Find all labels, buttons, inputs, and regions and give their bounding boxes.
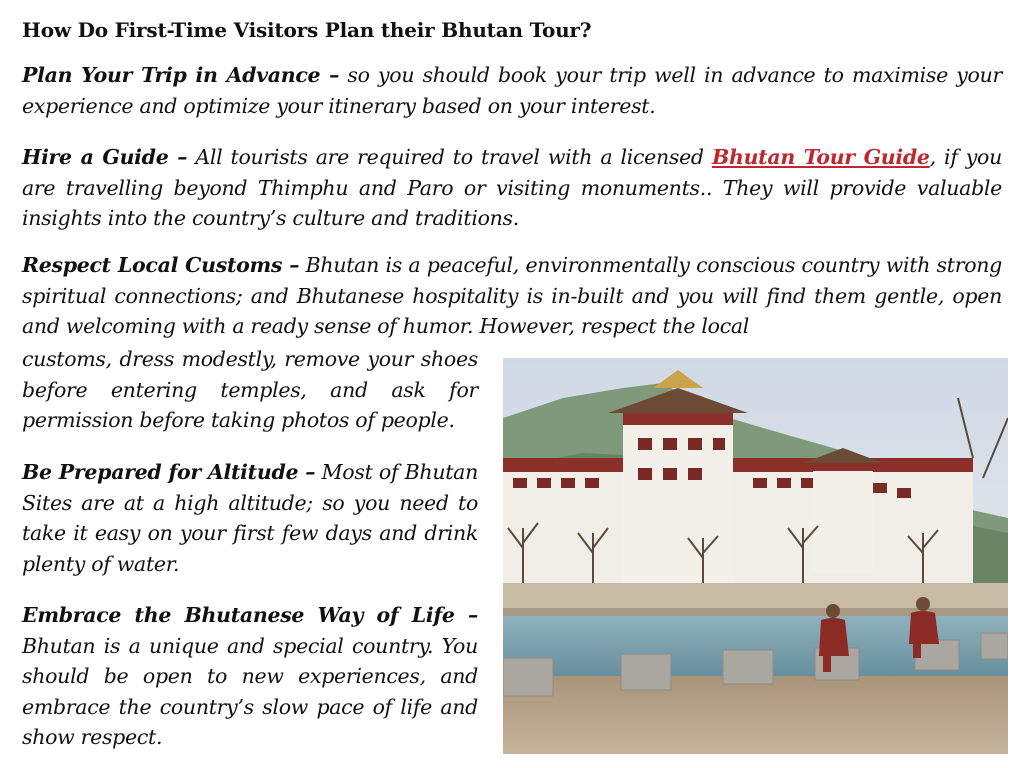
altitude-heading: Be Prepared for Altitude – [22, 460, 316, 484]
altitude-paragraph [22, 457, 478, 579]
guide-text-before: All tourists are required to travel with a licensed [187, 145, 712, 169]
embrace-paragraph [22, 600, 478, 753]
customs-heading: Respect Local Customs – [22, 253, 300, 277]
embrace-heading: Embrace the Bhutanese Way of Life – [22, 603, 478, 627]
bhutan-tour-guide-link[interactable]: Bhutan Tour Guide [711, 145, 930, 169]
guide-heading: Hire a Guide – [22, 145, 188, 169]
embrace-text: Bhutan is a unique and special country. You should be open to new experiences, and embrace the country’s slow pace of life and show respect. [22, 633, 478, 749]
plan-paragraph [22, 60, 1002, 121]
plan-heading: Plan Your Trip in Advance – [22, 63, 340, 87]
customs-text: Bhutan is a peaceful, environmentally conscious country with strong spiritual connections; and Bhutanese hospitality is in-built and you will find them gentle, open and welcoming with a ready sense of humor. However, respect the local [22, 253, 1002, 338]
customs-paragraph [22, 250, 1002, 342]
page-title: How Do First-Time Visitors Plan their Bhutan Tour? [22, 18, 592, 42]
customs-continued: customs, dress modestly, remove your shoes before entering temples, and ask for permission before taking photos of people. [22, 347, 478, 432]
guide-paragraph [22, 142, 1002, 234]
guide-text-after: , if you are travelling beyond Thimphu and Paro or visiting monuments.. They will provide valuable insights into the country’s culture and traditions. [22, 145, 1002, 230]
altitude-text: Most of Bhutan Sites are at a high altitude; so you need to take it easy on your first few days and drink plenty of water. [22, 460, 478, 576]
punakha-dzong-photo [503, 358, 1008, 754]
plan-text: so you should book your trip well in advance to maximise your experience and optimize your itinerary based on your interest. [22, 63, 1002, 118]
